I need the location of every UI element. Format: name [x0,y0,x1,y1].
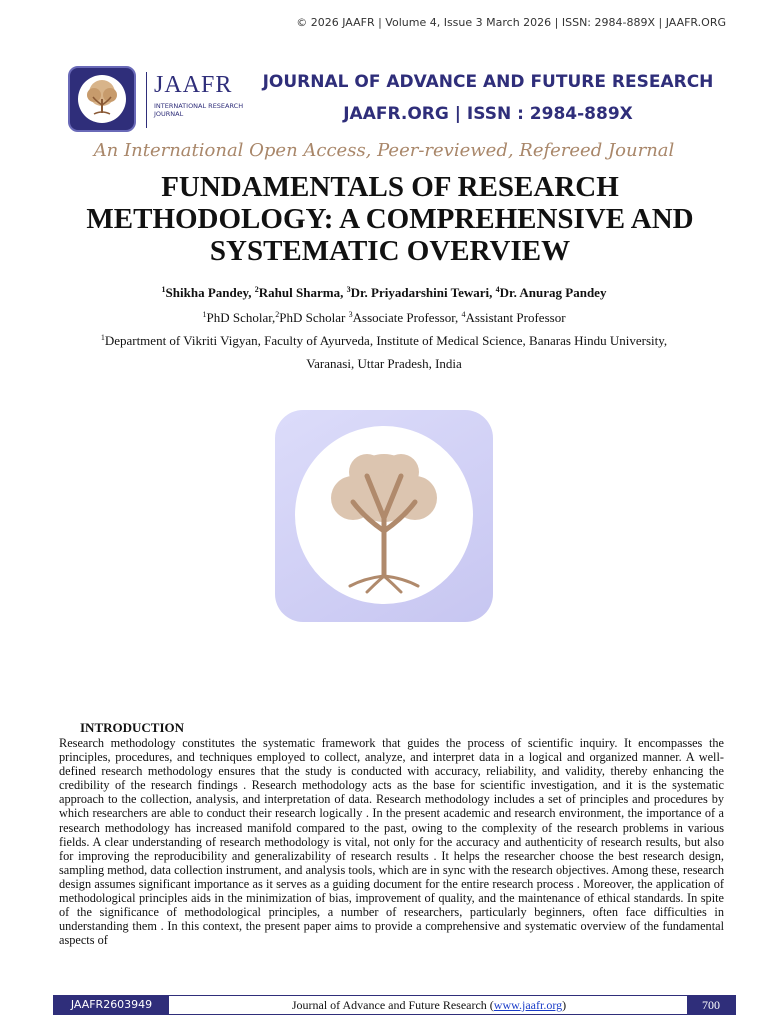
affiliation-line: $^1$Department of Vikriti Vigyan, Faculty of Ayurveda, Institute of Medical Science, Banaras Hindu University, [100,333,668,348]
tree-emblem-icon [295,426,473,604]
author-name: Rahul Sharma, [258,285,347,300]
footer-journal: Journal of Advance and Future Research (www.jaafr.org) [291,998,567,1012]
brand-name: JAAFR [154,72,233,98]
paper-id: JAAFR2603949 [54,996,169,1014]
journal-issn: JAAFR.ORG | ISSN : 2984-889X [343,104,633,124]
introduction-body: Research methodology constitutes the systematic framework that guides the process of scientific inquiry. It encompasses the principles, procedures, and techniques employed to collect, analyze, and interpret data in a logical and organized manner. A well-defined research methodology ensures that the study is conducted with accuracy, reliability, and validity, thereby enhancing the credibility of the research findings . Research methodology acts as the base for scientific investigation, and it is the systematic approach to the collection, analysis, and interpretation of data. Research methodology includes a set of principles and procedures by which researchers are able to conduct their research logically . In the present academic and research environment, the importance of a research methodology has increased manifold compared to the past, owing to the complexity of the research problems in various fields. A clear understanding of research methodology is vital, not only for the accuracy and authenticity of research results, but also for improving the reproducibility and generalizability of research results . It helps the researcher choose the best research design, sampling method, data collection instrument, and analysis tools, which are in sync with the research objectives. Among these, research design assumes significant importance as it serves as a guiding document for the entire research process . Moreover, the application of methodological principles aids in the minimization of bias, improvement of quality, and the maintenance of ethical standards. In spite of the significance of methodological principles, a number of researchers, particularly beginners, often face difficulties in understanding them . In this context, the present paper aims to provide a comprehensive and systematic overview of the fundamental aspects of [59,736,724,948]
journal-tagline: An International Open Access, Peer-reviewed, Refereed Journal [93,140,675,161]
article-title: FUNDAMENTALS OF RESEARCH METHODOLOGY: A COMPREHENSIVE AND SYSTEMATIC OVERVIEW [86,171,694,267]
author-roles: $^1$PhD Scholar,$^2$PhD Scholar $^3$Associate Professor, $^4$Assistant Professor [202,310,566,325]
author-name: Dr. Anurag Pandey [499,285,607,300]
section-heading: INTRODUCTION [80,720,185,735]
author-list: $^1$Shikha Pandey, $^2$Rahul Sharma, $^3$Dr. Priyadarshini Tewari, $^4$Dr. Anurag Pandey [161,285,607,300]
brand-subtitle: INTERNATIONAL RESEARCH JOURNAL [154,102,244,118]
page-footer [53,995,736,1015]
tree-logo-icon [78,75,126,123]
journal-logo [68,66,136,132]
affiliation-line: Varanasi, Uttar Pradesh, India [306,356,462,371]
journal-name: JOURNAL OF ADVANCE AND FUTURE RESEARCH [262,72,714,92]
author-name: Dr. Priyadarshini Tewari, [350,285,496,300]
journal-meta-line: © 2026 JAAFR | Volume 4, Issue 3 March 2026 | ISSN: 2984-889X | JAAFR.ORG [296,16,726,29]
journal-emblem [275,410,493,622]
page-number: 700 [687,996,735,1014]
author-name: Shikha Pandey, [165,285,255,300]
journal-masthead [68,66,728,134]
journal-website-link[interactable]: www.jaafr.org [493,998,563,1012]
